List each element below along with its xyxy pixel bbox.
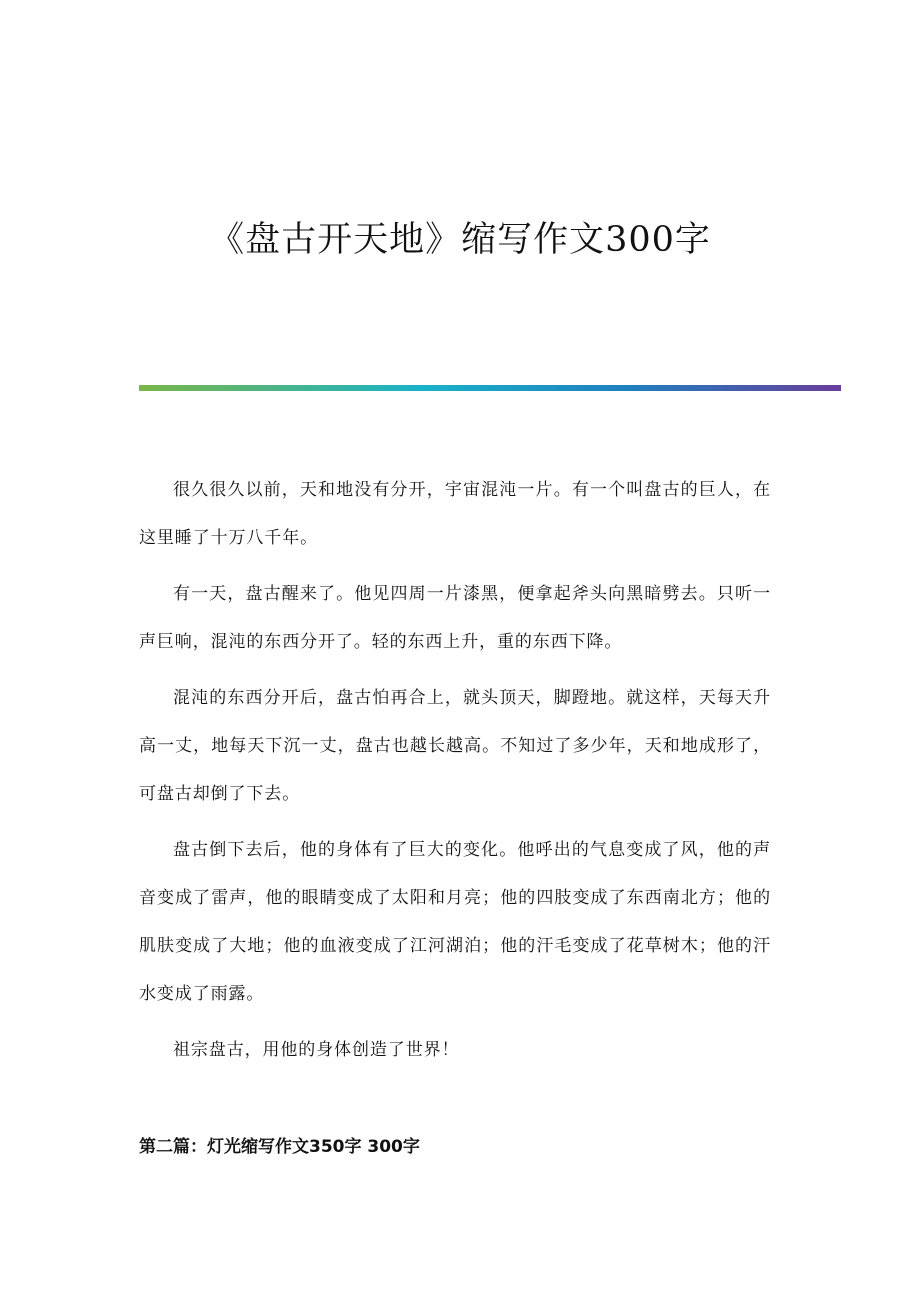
paragraph-5: 祖宗盘古，用他的身体创造了世界！: [173, 1040, 460, 1060]
document-title: 《盘古开天地》缩写作文300字: [209, 220, 711, 260]
paragraph-2: 有一天，盘古醒来了。他见四周一片漆黑，便拿起斧头向黑暗劈去。只听一声巨响，混沌的东西分开了。轻的东西上升，重的东西下降。: [139, 584, 771, 652]
article-body: [139, 466, 771, 1082]
gradient-divider: [139, 385, 841, 391]
section-heading: 第二篇：灯光缩写作文350字 300字: [139, 1137, 420, 1157]
paragraph-4: 盘古倒下去后，他的身体有了巨大的变化。他呼出的气息变成了风，他的声音变成了雷声，他的眼睛变成了太阳和月亮；他的四肢变成了东西南北方；他的肌肤变成了大地；他的血液变成了江河湖泊；他的汗毛变成了花草树木；他的汗水变成了雨露。: [139, 840, 771, 1004]
paragraph-3: 混沌的东西分开后，盘古怕再合上，就头顶天，脚蹬地。就这样，天每天升高一丈，地每天下沉一丈，盘古也越长越高。不知过了多少年，天和地成形了，可盘古却倒了下去。: [139, 688, 771, 804]
paragraph-1: 很久很久以前，天和地没有分开，宇宙混沌一片。有一个叫盘古的巨人，在这里睡了十万八千年。: [139, 480, 771, 548]
